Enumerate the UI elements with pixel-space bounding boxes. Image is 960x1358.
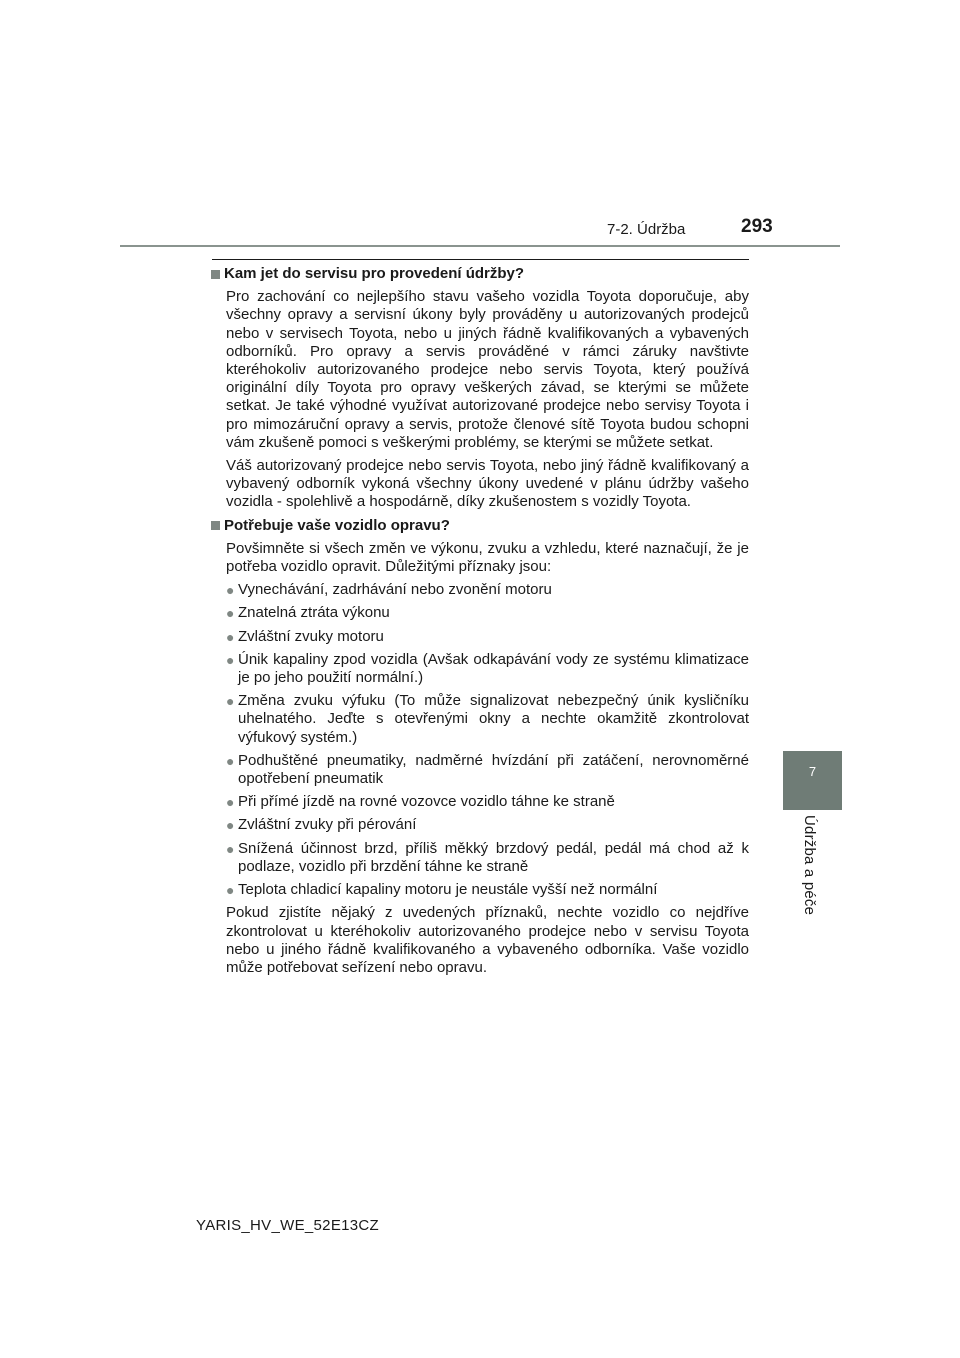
chapter-tab — [783, 751, 842, 810]
section-service-location — [211, 265, 749, 512]
content-divider — [212, 259, 749, 260]
list-item — [226, 581, 749, 599]
paragraph: Váš autorizovaný prodejce nebo servis Toyota, nebo jiný řádně kvalifikovaný a vybavený odborník vykoná všechny úkony uvedené v plánu údržby vašeho vozidla - spolehlivě a hospodárně, díky zkušenostem s vozidly Toyota. — [226, 457, 749, 511]
list-item — [226, 651, 749, 687]
section-repair-needed — [211, 517, 749, 977]
round-bullet-icon: ● — [226, 794, 235, 811]
round-bullet-icon: ● — [226, 693, 235, 710]
list-item-text: Zvláštní zvuky motoru — [238, 627, 384, 645]
list-item — [226, 752, 749, 788]
list-item-text: Znatelná ztráta výkonu — [238, 604, 390, 622]
round-bullet-icon: ● — [226, 582, 235, 599]
header-divider — [120, 245, 840, 247]
list-item-text: Při přímé jízdě na rovné vozovce vozidlo táhne ke straně — [238, 793, 615, 811]
section-heading — [211, 265, 749, 283]
list-item — [226, 604, 749, 622]
round-bullet-icon: ● — [226, 651, 235, 668]
paragraph: Povšimněte si všech změn ve výkonu, zvuku a vzhledu, které naznačují, že je potřeba vozidlo opravit. Důležitými příznaky jsou: — [226, 539, 749, 576]
square-bullet-icon — [211, 270, 220, 279]
page-content — [211, 265, 749, 982]
list-item — [226, 628, 749, 646]
list-item-text: Teplota chladicí kapaliny motoru je neustále vyšší než normální — [238, 881, 658, 899]
chapter-tab-number: 7 — [808, 764, 817, 779]
list-item-text: Vynechávání, zadrhávání nebo zvonění motoru — [238, 581, 552, 599]
list-item — [226, 793, 749, 811]
list-item-text: Snížená účinnost brzd, příliš měkký brzdový pedál, pedál má chod až k podlaze, vozidlo při brzdění táhne ke straně — [238, 839, 749, 875]
section-heading — [211, 517, 749, 535]
round-bullet-icon: ● — [226, 817, 235, 834]
round-bullet-icon: ● — [226, 840, 235, 857]
round-bullet-icon: ● — [226, 628, 235, 645]
list-item — [226, 881, 749, 899]
list-item-text: Zvláštní zvuky při pérování — [238, 816, 417, 834]
list-item — [226, 816, 749, 834]
section-heading-text: Potřebuje vaše vozidlo opravu? — [224, 516, 450, 534]
round-bullet-icon: ● — [226, 882, 235, 899]
paragraph: Pro zachování co nejlepšího stavu vašeho vozidla Toyota doporučuje, aby všechny opravy a servisní úkony byly prováděny u autorizovaných prodejců nebo v servisech Toyota, nebo u jiných řádně kvalifikovaných a vybavených odborníků. Pro opravy a servis prováděné v rámci záruky navštivte kteréhokoliv autorizovaného prodejce nebo servis Toyota, který používá originální díly Toyota pro opravy veškerých závad, se kterými se můžete setkat. Je také výhodné využívat autorizované prodejce nebo servisy Toyota i pro mimozáruční opravy a servis, protože členové sítě Toyota budou schopni vám zkušeně pomoci s veškerými problémy, se kterými se můžete setkat. — [226, 288, 749, 451]
section-title: 7-2. Údržba — [607, 221, 686, 238]
section-heading-text: Kam jet do servisu pro provedení údržby? — [224, 265, 525, 282]
square-bullet-icon — [211, 521, 220, 530]
list-item — [226, 840, 749, 876]
list-item-text: Podhuštěné pneumatiky, nadměrné hvízdání při zatáčení, nerovnoměrné opotřebení pneumatik — [238, 751, 749, 788]
list-item-text: Únik kapaliny zpod vozidla (Avšak odkapávání vody ze systému klimatizace je po jeho použití normální.) — [238, 650, 749, 687]
round-bullet-icon: ● — [226, 605, 235, 622]
document-code: YARIS_HV_WE_52E13CZ — [196, 1217, 379, 1234]
list-item-text: Změna zvuku výfuku (To může signalizovat nebezpečný únik kysličníku uhelnatého. Jeďte s otevřenými okny a nechte okamžitě zkontrolovat výfukový systém.) — [238, 692, 749, 746]
list-item — [226, 692, 749, 747]
chapter-tab-label: Údržba a péče — [801, 815, 818, 916]
round-bullet-icon: ● — [226, 752, 235, 769]
paragraph: Pokud zjistíte nějaký z uvedených příznaků, nechte vozidlo co nejdříve zkontrolovat u kteréhokoliv autorizovaného prodejce nebo v servisu Toyota nebo u jiného řádně kvalifikovaného a vybaveného odborníka. Vaše vozidlo může potřebovat seřízení nebo opravu. — [226, 904, 749, 976]
page-number: 293 — [741, 216, 773, 237]
